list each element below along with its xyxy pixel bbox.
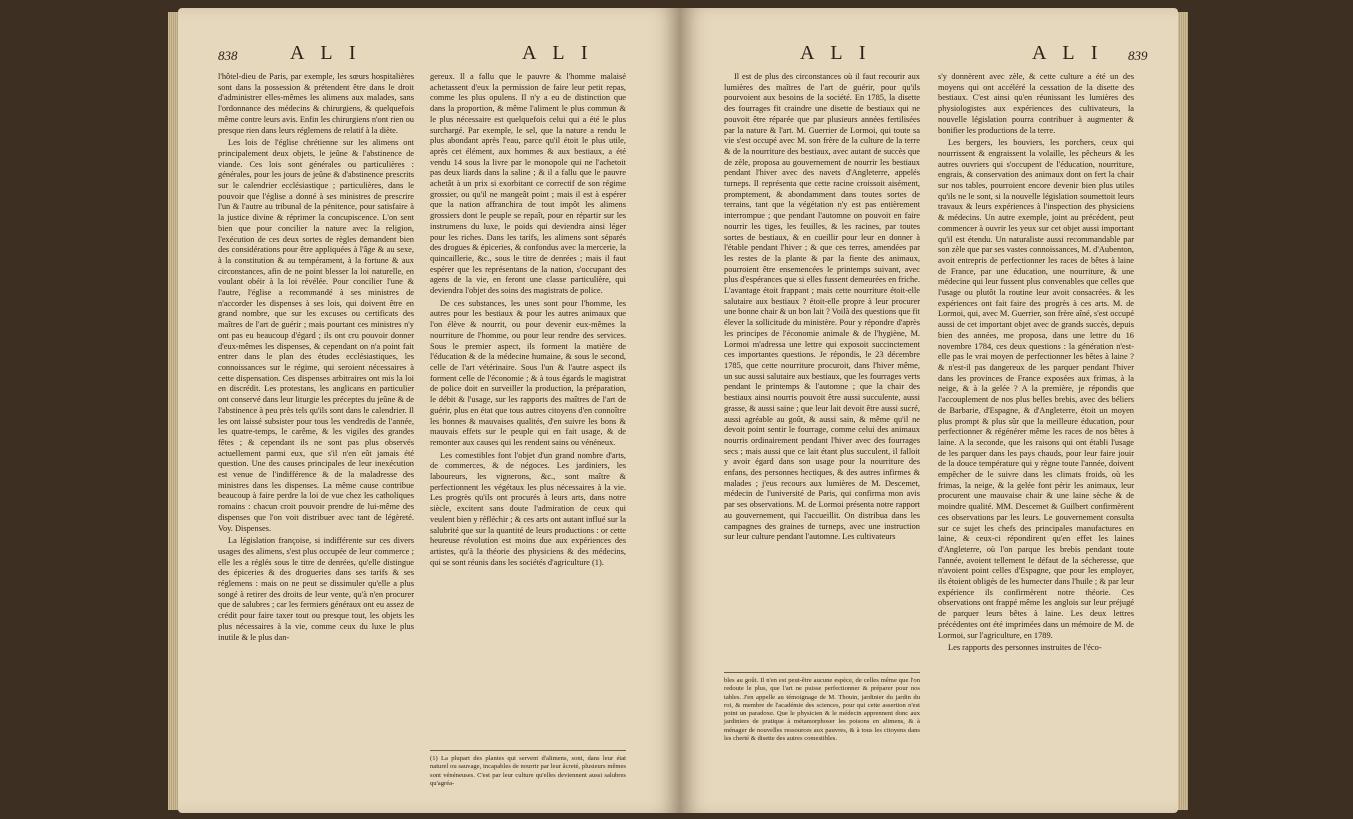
footnote-left: (1) La plupart des plantes qui servent d'alimens, sont, dans leur état naturel ou sauvage, incapables de nourrir par leur âcreté, plusieurs mêmes sont vénéneuses. C'est par leur culture qu'elles deviennent aussi salubres qu'agréa-	[430, 755, 626, 787]
paragraph: gereux. Il a fallu que le pauvre & l'homme malaisé achetassent d'eux la permission de faire leur petit repas, comme les plus opulens. Il n'y a eu de distinction que dans la proportion, & même l'aliment le plus commun & le plus nécessaire est quelquefois celui qui a été le plus surchargé. Par exemple, le sel, que la nature a rendu le plus abondant après l'eau, parce qu'il étoit le plus utile, après cet élément, aux hommes & aux bestiaux, a été vendu 14 sous la livre par le monopole qui ne l'achetoit pas deux liards dans la saline ; & il a fallu que le pauvre achetât à un prix si exorbitant ce correctif de son régime grossier, ou qu'il ne mangeât point ; mais il est à espérer que la nation affranchira de tout impôt les alimens grossiers dont le peuple se repaît, pour en répartir sur les instrumens du luxe, le poids qui deviendra ainsi léger pour les riches. Dans les tarifs, les alimens sont séparés des drogues & épiceries, & confondus avec la mercerie, la quincaillerie, &c., sous le titre de denrées ; mais il faut espérer que les représentans de la nation, s'occupant des agens de la vie, en feront une classe particulière, qui deviendra l'objet des soins des magistrats de police.	[430, 72, 626, 296]
paragraph: Les bergers, les bouviers, les porchers, ceux qui nourrissent & engraissent la volaille, les pêcheurs & les autres ouvriers qui s'occupent de l'éducation, nourriture, engrais, & conservation des animaux dont on fert la chair sur nos tables, pourroient encore devenir bien plus utiles qu'ils ne le sont, si la nouvelle législation soumettoit leurs travaux & leurs expériences à l'inspection des physiciens & médecins. Un autre exemple, joint au précédent, peut commencer à ouvrir les yeux sur cet objet aussi important qu'il est étendu. Un naturaliste aussi recommandable par son zèle que par ses vastes connoissances, M. d'Aubenton, avoit entrepris de perfectionner les races de bêtes à laine de France, par une éducation, une nourriture, & une médecine qui leur fussent plus convenables que celles que l'usage ou plutôt la routine leur avoit consacrées. & les expériences ont fait faire des progrès à ces arts. M. de Lormoi, qui, avec M. Guerrier, son frère aîné, s'est occupé aussi de cet important objet avec de grands succès, depuis bien des années, me proposa, dans une lettre du 16 novembre 1784, ces deux questions : la génération n'est-elle pas le vrai moyen de perfectionner les bêtes à laine ? & n'est-il pas dangereux de les parquer pendant l'hiver dans les provinces de France exposées aux frimas, à la neige, & à la gelée ? A la première, je répondis que l'accouplement de nos plus belles brebis, avec des béliers de Barbarie, d'Espagne, & d'Angleterre, étoit un moyen plus prompt & plus sûr que la meilleure éducation, pour perfectionner & régénérer même les races de nos bêtes à laine. A la seconde, que les raisons qui ont établi l'usage de les parquer dans les pays chauds, pour leur faire jouir de la douce température qui y règne toute l'année, doivent empêcher de le suivre dans les climats froids, où les frimas, la neige, & la gelée font périr les animaux, leur procurent une mauvaise chair & une laine sèche & de moindre qualité. MM. Descemet & Guilbert confirmèrent ces observations par les leurs. Le gouvernement consulta sur ce sujet les chefs des principales manufactures en laine, & ceux-ci répondirent qu'en effet les laines d'Angleterre, où l'on parque les brebis pendant toute l'année, avoient tellement le défaut de la sécheresse, que n'avoient point celles d'Espagne, que pour les employer, ils étoient obligés de les humecter dans l'huile ; & par leur expérience ils confirmèrent notre théorie. Ces observations ont frappé même les anglois sur leur préjugé de parquer leurs bêtes à laine. Les deux lettres précédentes ont été imprimées dans un mémoire de M. de Lormoi, sur l'agriculture, en 1789.	[938, 138, 1134, 640]
left-column-1	[218, 72, 414, 645]
right-column-2	[938, 72, 1134, 656]
paragraph: l'hôtel-dieu de Paris, par exemple, les sœurs hospitalières sont dans la possession & prétendent être dans le droit d'administrer elles-mêmes les alimens aux malades, sans l'ordonnance des médecins & chirurgiens, & quelquefois même contre leurs avis. Enfin les chirurgiens n'ont rien ou presque rien dans leurs réglemens de relatif à la diète.	[218, 72, 414, 135]
running-head-left-2: A L I	[522, 42, 594, 64]
page-number-right: 839	[1128, 48, 1148, 63]
left-column-2	[430, 72, 626, 570]
running-head-right-2: A L I	[1032, 42, 1104, 64]
paragraph: Les comestibles font l'objet d'un grand nombre d'arts, de commerces, & de négoces. Les jardiniers, les laboureurs, les vignerons, &c., sont maître & perfectionnent les végétaux les plus nécessaires à la vie. Les progrès qu'ils ont procurés à leurs arts, dans notre siècle, excitent sans doute l'admiration de ceux qui veulent bien y réfléchir ; & ces arts ont autant influé sur la salubrité que sur la quantité de leurs productions : or cette heureuse révolution est moins due aux expériences des artistes, qu'à la théorie des physiciens & des médecins, qui se sont réunis dans les sociétés d'agriculture (1).	[430, 450, 626, 567]
running-head-left-1: A L I	[290, 42, 362, 64]
footnote-rule	[724, 672, 920, 673]
footnote-right: bles au goût. Il n'en est peut-être aucune espèce, de celles même que l'on redoute le plus, que l'art ne puisse perfectionner & préparer pour nos tables. J'en appelle au témoignage de M. Thouin, jardinier du jardin du roi, & membre de l'académie des sciences, pour qui cette assertion n'est point un paradoxe. Que le physicien & le médecin apprennent donc aux jardiniers de pratique à métamorphoser les poisons en alimens, & à ménager de nouvelles ressources aux pauvres, & à tous les citoyens dans les cherté & disette des autres comestibles.	[724, 677, 920, 743]
open-book	[178, 8, 1178, 813]
right-column-1	[724, 72, 920, 545]
paragraph: Les rapports des personnes instruites de l'éco-	[948, 643, 1102, 653]
running-head-right-1: A L I	[800, 42, 872, 64]
paragraph: Les lois de l'église chrétienne sur les alimens ont principalement deux objets, le jeûne & l'abstinence de viande. Ces lois sont générales ou particulières : générales, pour les jours de jeûne & d'abstinence prescrits sur le calendrier ecclésiastique ; particulières, dans le pouvoir que l'église a donné à ses ministres de prescrire l'un & l'autre au tribunal de la pénitence, pour satisfaire à la justice divine & réprimer la concupiscence. L'on sent bien que pour concilier la nature avec la religion, l'exécution de ces deux sortes de règles demandent bien des considérations pour être appliquées à l'âge & au sexe, à la constitution & au tempérament, à la fortune & aux circonstances, afin de ne point blesser la loi naturelle, en voulant obéir à la loi révélée. Pour concilier l'une & l'autre, l'église a recommandé à ses ministres de n'accorder les dispenses à ses lois, qui doivent être en grand nombre, que sur les excuses ou certificats des maîtres de l'art de guérir ; mais pourtant ces ministres n'y ont pas eu beaucoup d'égard ; ils ont cru pouvoir donner d'eux-mêmes les dispenses, & cependant on n'a point fait entrer dans le plan des études ecclésiastiques, les connoissances sur le régime, qui seroient nécessaires à cette dispensation. Ces dispenses arbitraires ont mis la loi en discrédit. Les protestans, les anglicans en particulier ont conservé dans leur liturgie les préceptes du jeûne & de l'abstinence à peu près tels qu'ils sont dans le calendrier. Il les ont laissé subsister pour tous les vendredis de l'année, les quatre-temps, le carême, & les vigiles des grandes fêtes ; & cependant ils ne sont pas plus observés actuellement parmi eux, que s'il n'en eût jamais été question. Une des causes principales de leur inexécution est venue de l'indifférence & de la maladresse des ministres dans les dispenses. La même cause contribue beaucoup à faire perdre la loi de vue chez les catholiques romains : chacun croit pouvoir prendre de lui-même des dispenses que l'on voit distribuer avec tant de légèreté. Voy. Dispenses.	[218, 138, 414, 533]
right-page	[680, 8, 1178, 813]
paragraph: La législation françoise, si indifférente sur ces divers usages des alimens, s'est plus occupée de leur commerce ; elle les a réglés sous le titre de denrées, qu'elle distingue des épiceries & des drogueries dans ses tarifs & ses réglemens : mais on ne peut se dissimuler qu'elle a plus songé à retirer des droits de leur vente, qu'à n'en procurer que de salubres ; car les fermiers généraux ont eu assez de crédit pour faire taxer tout ou presque tout, les objets les plus nécessaires à la vie, comme ceux du luxe le plus inutile & le plus dan-	[218, 536, 414, 642]
page-number-left: 838	[218, 48, 238, 63]
paragraph: s'y donnèrent avec zèle, & cette culture a été un des moyens qui ont accéléré la cessation de la disette des bestiaux. C'est ainsi qu'en réunissant les lumières des physiologistes aux expériences des cultivateurs, la nouvelle législation pourra contribuer à augmenter & bonifier les productions de la terre.	[938, 72, 1134, 135]
paragraph: Il est de plus des circonstances où il faut recourir aux lumières des maîtres de l'art de guérir, pour qu'ils pourvoient aux besoins de la société. En 1785, la disette des fourrages fit craindre une disette de bestiaux qui ne pouvoit être réparée que par plusieurs années fertilisées par la nature & l'art. M. Guerrier de Lormoi, qui toute sa vie s'est occupé avec M. son frère de la culture de la terre & de la nourriture des bestiaux, avec autant de succès que de zèle, proposa au gouvernement de nourrir les bestiaux pendant l'hiver avec des navets d'Angleterre, appelés turneps. Il représenta que cette racine croissoit aisément, promptement, & abondamment dans toutes sortes de terrains, tant que la végétation n'y est pas entièrement interrompue ; que pendant l'automne on pouvoit en faire nourrir les tiges, les feuilles, & les racines, par toutes sortes de bestiaux, & en cueillir pour leur en donner à l'étable pendant l'hiver ; & que ces terres, amendées par les restes de la plante & par la fiente des animaux, pourroient être ensemencées le printemps suivant, avec plus d'espérances que si elles fussent demeurées en friche. L'avantage étoit frappant ; mais cette nourriture étoit-elle salutaire aux bestiaux ? étoit-elle propre à leur procurer une bonne chair & un bon lait ? Voilà des questions que fit élever la sollicitude du ministère. Pour y répondre d'après les principes de l'économie animale & de l'hygiène, M. Lormoi m'adressa une lettre qui exposoit succinctement ces importantes questions. Je répondis, le 23 décembre 1785, que cette nourriture procuroit, dans l'hiver même, un suc aussi salutaire aux bestiaux, que les fourrages verts pendant le printemps & l'automne ; que la chair des bestiaux ainsi nourris pouvoit être aussi succulente, aussi grasse, & aussi saine ; que leur lait devoit être aussi sucré, aussi agréable au goût, & aussi sain, & même qu'il ne devoit point sentir le fourrage, comme celui des animaux nourris ordinairement pendant l'hiver avec des fourrages secs ; mais aussi que ce lait étant plus succulent, il falloit y avoir égard dans son usage pour la nourriture des enfans, des personnes hectiques, & des autres infirmes & malades ; j'eus recours aux lumières de M. Descemet, médecin de l'université de Paris, qui confirma mon avis par ses observations. M. de Lormoi présenta notre rapport au gouvernement, qui l'accueillit. On distribua dans les campagnes des graines de turneps, avec une instruction sur leur culture pendant l'automne. Les cultivateurs	[724, 72, 921, 542]
footnote-rule	[430, 750, 626, 751]
paragraph: De ces substances, les unes sont pour l'homme, les autres pour les bestiaux & pour les autres animaux que l'on élève & nourrit, ou pour devenir eux-mêmes la nourriture de l'homme, ou pour leur rendre des services. Sous le premier aspect, ils forment la matière de l'éducation & de la médecine humaine, & sous le second, celle de l'art vétérinaire. Sous l'un & l'autre aspect ils forment celle de l'économie ; & à tous égards le magistrat de police doit en surveiller la production, la préparation, le débit & l'usage, sur les rapports des maîtres de l'art de guérir, plus en état que tous autres citoyens d'en connoître les bonnes & mauvaises qualités, d'en suivre les bons & mauvais effets sur le peuple qui en fait usage, & de remonter aux causes qui les rendent sains ou vénéneux.	[430, 298, 626, 447]
left-page	[178, 8, 680, 813]
